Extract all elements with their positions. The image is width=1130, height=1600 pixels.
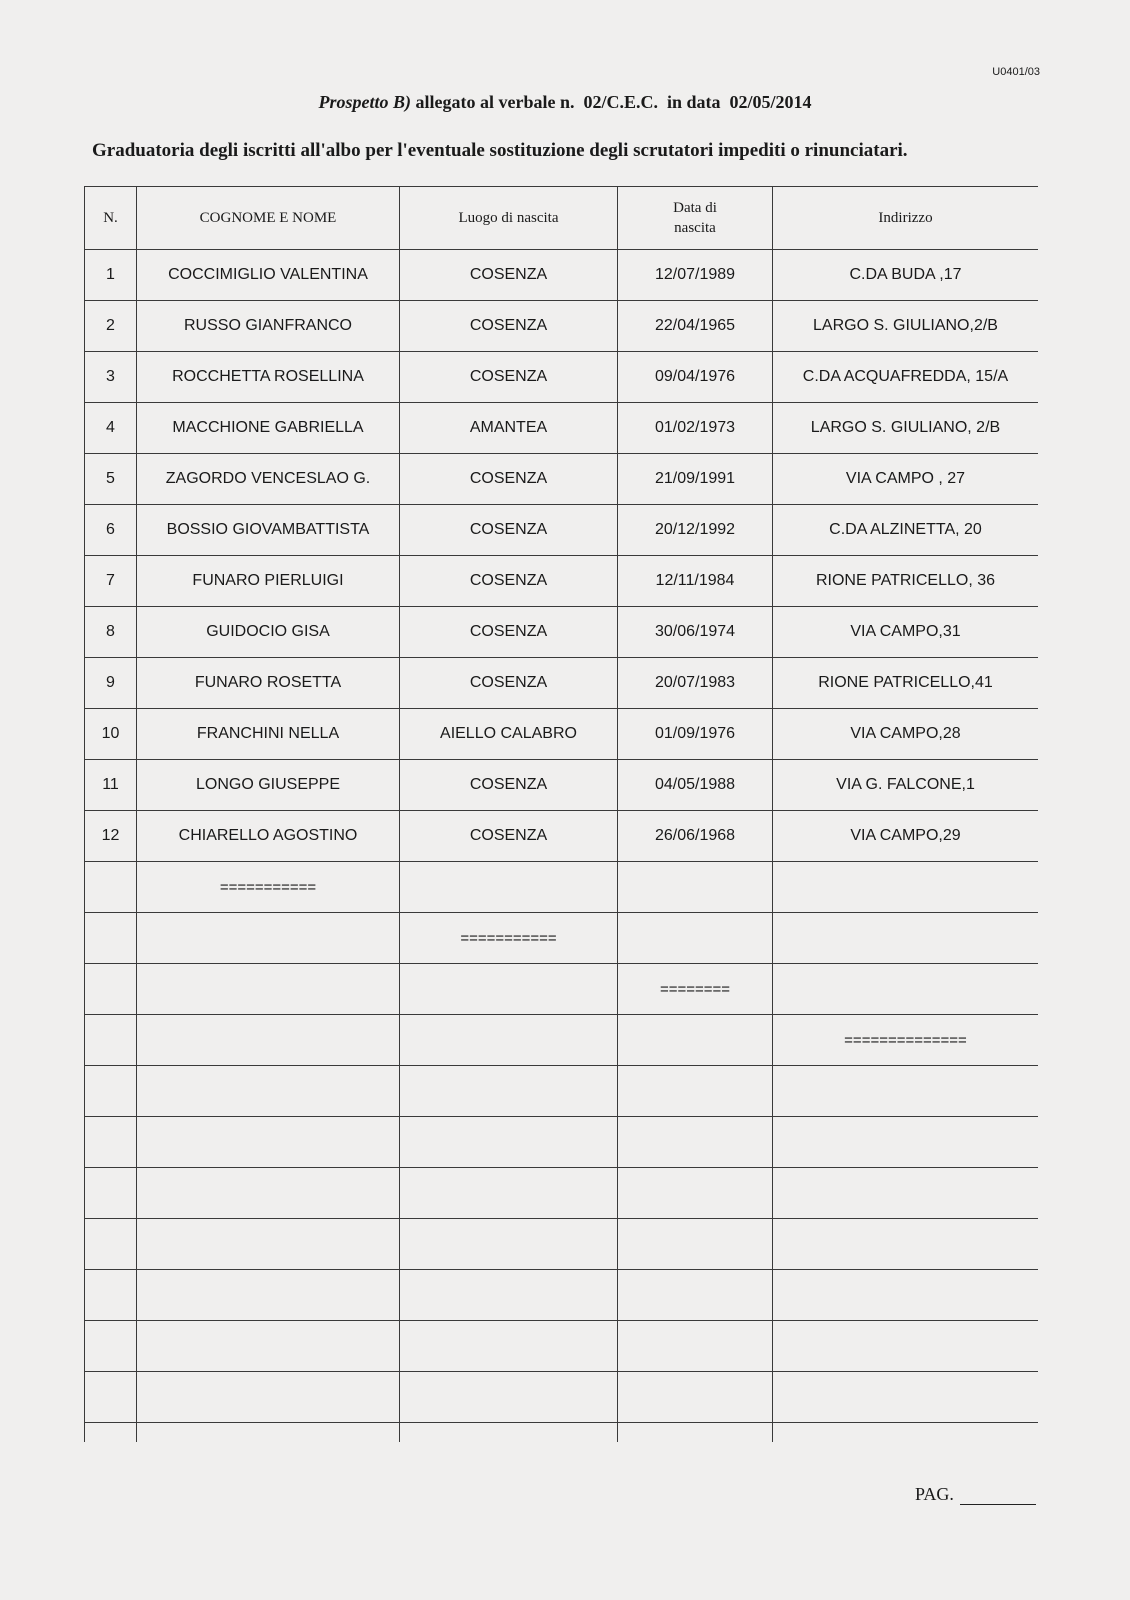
- cell-number: 7: [85, 556, 137, 607]
- cell-birthplace: [400, 1015, 618, 1066]
- document-subtitle: Graduatoria degli iscritti all'albo per l'eventuale sostituzione degli scrutatori impediti o rinunciatari.: [92, 140, 908, 161]
- cell-name: [137, 1066, 400, 1117]
- cell-name: [137, 1423, 400, 1443]
- header-birthdate-line1: Data di: [673, 200, 717, 216]
- cell-number: 11: [85, 760, 137, 811]
- cell-name: [137, 964, 400, 1015]
- cell-birthplace: COSENZA: [400, 556, 618, 607]
- table-row: [85, 352, 1039, 403]
- header-name: COGNOME E NOME: [137, 187, 400, 250]
- cell-name: FUNARO PIERLUIGI: [137, 556, 400, 607]
- cell-address: [773, 1066, 1039, 1117]
- table-row: [85, 1423, 1039, 1443]
- cell-birthplace: [400, 1321, 618, 1372]
- cell-birthdate: [618, 913, 773, 964]
- cell-birthplace: [400, 1168, 618, 1219]
- cell-birthplace: ===========: [400, 913, 618, 964]
- ranking-table: [84, 186, 1038, 1442]
- table-row: [85, 709, 1039, 760]
- cell-birthplace: COSENZA: [400, 811, 618, 862]
- cell-birthplace: COSENZA: [400, 658, 618, 709]
- cell-number: [85, 1066, 137, 1117]
- cell-birthplace: [400, 862, 618, 913]
- table-row: [85, 1270, 1039, 1321]
- cell-birthplace: [400, 1270, 618, 1321]
- cell-number: [85, 1270, 137, 1321]
- cell-number: [85, 964, 137, 1015]
- cell-address: [773, 1270, 1039, 1321]
- cell-address: [773, 1219, 1039, 1270]
- table-row: [85, 1168, 1039, 1219]
- cell-address: RIONE PATRICELLO, 36: [773, 556, 1039, 607]
- table-row: [85, 658, 1039, 709]
- table-row: [85, 556, 1039, 607]
- header-birthplace: Luogo di nascita: [400, 187, 618, 250]
- cell-birthdate: [618, 1423, 773, 1443]
- cell-birthdate: 09/04/1976: [618, 352, 773, 403]
- cell-address: VIA CAMPO,29: [773, 811, 1039, 862]
- table-row: [85, 760, 1039, 811]
- cell-birthdate: [618, 862, 773, 913]
- verbale-reference: allegato al verbale n. 02/C.E.C. in data 02/05/2014: [411, 92, 812, 112]
- cell-address: [773, 1168, 1039, 1219]
- cell-birthplace: COSENZA: [400, 352, 618, 403]
- cell-number: [85, 1321, 137, 1372]
- cell-birthdate: [618, 1015, 773, 1066]
- table-row: [85, 505, 1039, 556]
- cell-birthdate: 04/05/1988: [618, 760, 773, 811]
- cell-birthplace: COSENZA: [400, 250, 618, 301]
- table-row: [85, 454, 1039, 505]
- cell-name: COCCIMIGLIO VALENTINA: [137, 250, 400, 301]
- cell-birthdate: [618, 1321, 773, 1372]
- table-row: [85, 1372, 1039, 1423]
- cell-birthplace: [400, 1066, 618, 1117]
- cell-birthdate: 12/11/1984: [618, 556, 773, 607]
- cell-name: LONGO GIUSEPPE: [137, 760, 400, 811]
- cell-birthdate: [618, 1168, 773, 1219]
- table-row: [85, 811, 1039, 862]
- header-birthdate-line2: nascita: [674, 220, 716, 236]
- table-row: [85, 913, 1039, 964]
- cell-address: VIA CAMPO , 27: [773, 454, 1039, 505]
- table-row: [85, 862, 1039, 913]
- cell-birthdate: 12/07/1989: [618, 250, 773, 301]
- cell-address: LARGO S. GIULIANO, 2/B: [773, 403, 1039, 454]
- cell-name: ZAGORDO VENCESLAO G.: [137, 454, 400, 505]
- cell-birthdate: 20/07/1983: [618, 658, 773, 709]
- cell-birthdate: 26/06/1968: [618, 811, 773, 862]
- cell-number: [85, 913, 137, 964]
- cell-name: [137, 1321, 400, 1372]
- table-row: [85, 1066, 1039, 1117]
- cell-birthplace: COSENZA: [400, 301, 618, 352]
- cell-name: FUNARO ROSETTA: [137, 658, 400, 709]
- cell-birthdate: 01/02/1973: [618, 403, 773, 454]
- cell-number: [85, 1117, 137, 1168]
- cell-birthplace: [400, 1372, 618, 1423]
- cell-birthplace: [400, 1423, 618, 1443]
- cell-address: C.DA ACQUAFREDDA, 15/A: [773, 352, 1039, 403]
- cell-name: FRANCHINI NELLA: [137, 709, 400, 760]
- cell-name: RUSSO GIANFRANCO: [137, 301, 400, 352]
- table-row: [85, 403, 1039, 454]
- cell-number: [85, 1423, 137, 1443]
- cell-number: [85, 1015, 137, 1066]
- cell-birthplace: [400, 964, 618, 1015]
- table-row: [85, 1117, 1039, 1168]
- cell-address: ==============: [773, 1015, 1039, 1066]
- cell-name: [137, 1372, 400, 1423]
- prospetto-label: Prospetto B): [318, 92, 411, 112]
- cell-birthdate: 01/09/1976: [618, 709, 773, 760]
- cell-number: 4: [85, 403, 137, 454]
- cell-address: [773, 1321, 1039, 1372]
- cell-address: RIONE PATRICELLO,41: [773, 658, 1039, 709]
- cell-number: 12: [85, 811, 137, 862]
- table-header-row: [85, 187, 1039, 250]
- cell-birthplace: COSENZA: [400, 760, 618, 811]
- cell-birthplace: COSENZA: [400, 454, 618, 505]
- cell-birthdate: [618, 1270, 773, 1321]
- table-row: [85, 1321, 1039, 1372]
- cell-number: 10: [85, 709, 137, 760]
- page-label: PAG.: [915, 1484, 954, 1504]
- table-row: [85, 1015, 1039, 1066]
- cell-address: [773, 964, 1039, 1015]
- cell-number: 6: [85, 505, 137, 556]
- cell-address: C.DA ALZINETTA, 20: [773, 505, 1039, 556]
- cell-birthdate: [618, 1372, 773, 1423]
- cell-birthplace: COSENZA: [400, 505, 618, 556]
- cell-name: ROCCHETTA ROSELLINA: [137, 352, 400, 403]
- cell-name: BOSSIO GIOVAMBATTISTA: [137, 505, 400, 556]
- cell-name: ===========: [137, 862, 400, 913]
- cell-name: [137, 1270, 400, 1321]
- cell-birthdate: [618, 1117, 773, 1168]
- cell-name: MACCHIONE GABRIELLA: [137, 403, 400, 454]
- cell-birthdate: 20/12/1992: [618, 505, 773, 556]
- cell-address: [773, 1423, 1039, 1443]
- cell-address: [773, 913, 1039, 964]
- table-row: [85, 301, 1039, 352]
- cell-name: GUIDOCIO GISA: [137, 607, 400, 658]
- cell-address: C.DA BUDA ,17: [773, 250, 1039, 301]
- cell-address: VIA G. FALCONE,1: [773, 760, 1039, 811]
- header-number: N.: [85, 187, 137, 250]
- cell-number: 3: [85, 352, 137, 403]
- cell-number: [85, 1219, 137, 1270]
- cell-name: [137, 1168, 400, 1219]
- ranking-table-container: [84, 186, 1038, 1442]
- cell-birthplace: AIELLO CALABRO: [400, 709, 618, 760]
- cell-birthdate: 30/06/1974: [618, 607, 773, 658]
- table-row: [85, 1219, 1039, 1270]
- cell-birthdate: [618, 1219, 773, 1270]
- cell-address: VIA CAMPO,28: [773, 709, 1039, 760]
- cell-number: [85, 862, 137, 913]
- cell-birthdate: 22/04/1965: [618, 301, 773, 352]
- cell-number: [85, 1168, 137, 1219]
- table-row: [85, 607, 1039, 658]
- cell-birthplace: [400, 1117, 618, 1168]
- cell-address: [773, 862, 1039, 913]
- cell-number: 8: [85, 607, 137, 658]
- table-row: [85, 250, 1039, 301]
- document-heading: [0, 92, 1130, 113]
- table-row: [85, 964, 1039, 1015]
- cell-number: 9: [85, 658, 137, 709]
- cell-name: [137, 1015, 400, 1066]
- header-address: Indirizzo: [773, 187, 1039, 250]
- cell-number: 1: [85, 250, 137, 301]
- cell-name: [137, 1117, 400, 1168]
- cell-number: [85, 1372, 137, 1423]
- cell-birthdate: [618, 1066, 773, 1117]
- cell-address: [773, 1372, 1039, 1423]
- cell-address: LARGO S. GIULIANO,2/B: [773, 301, 1039, 352]
- page-number-blank: [960, 1488, 1036, 1505]
- cell-birthplace: COSENZA: [400, 607, 618, 658]
- cell-birthplace: AMANTEA: [400, 403, 618, 454]
- cell-birthplace: [400, 1219, 618, 1270]
- page-number-field: [915, 1484, 1036, 1505]
- cell-number: 5: [85, 454, 137, 505]
- cell-name: [137, 1219, 400, 1270]
- cell-birthdate: ========: [618, 964, 773, 1015]
- table-body: [85, 250, 1039, 1443]
- cell-number: 2: [85, 301, 137, 352]
- form-code: U0401/03: [992, 66, 1040, 78]
- cell-birthdate: 21/09/1991: [618, 454, 773, 505]
- cell-name: [137, 913, 400, 964]
- cell-address: [773, 1117, 1039, 1168]
- cell-name: CHIARELLO AGOSTINO: [137, 811, 400, 862]
- header-birthdate: [618, 187, 773, 250]
- cell-address: VIA CAMPO,31: [773, 607, 1039, 658]
